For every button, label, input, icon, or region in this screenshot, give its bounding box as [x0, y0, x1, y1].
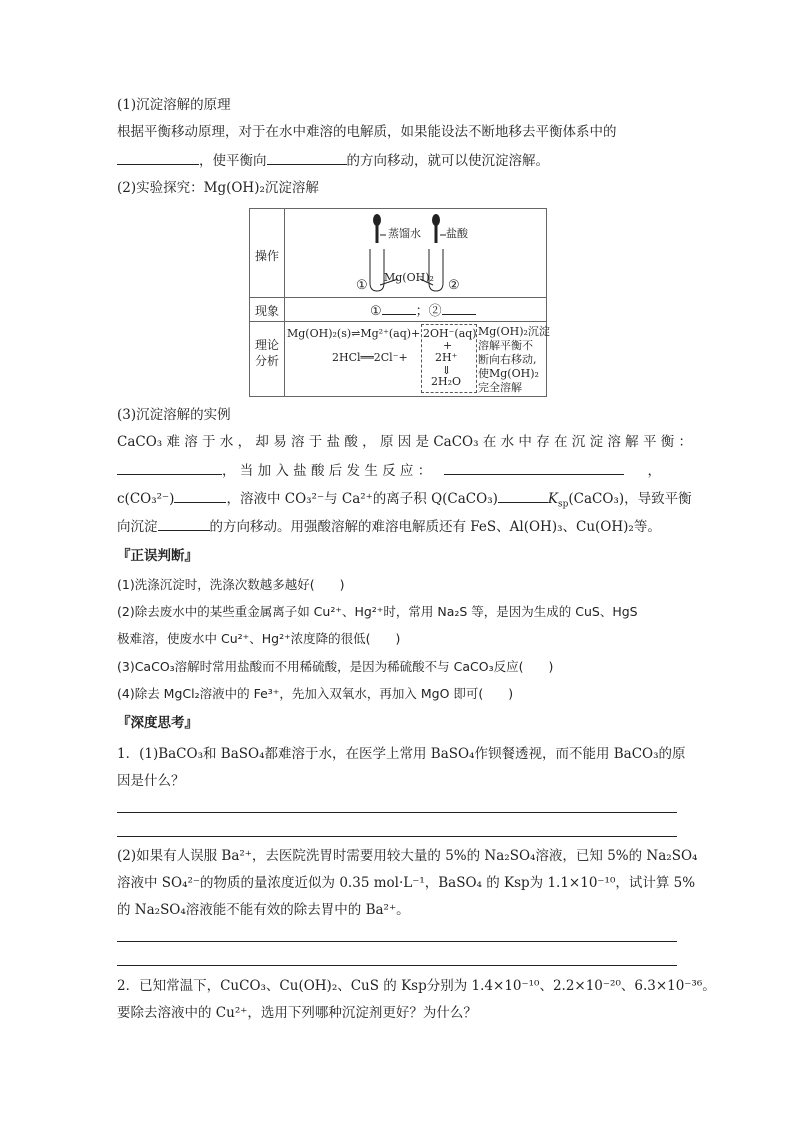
answer-blank[interactable]: [444, 460, 624, 475]
theory-note: Mg(OH)₂沉淀 溶解平衡不 断向右移动, 使Mg(OH)₂ 完全溶解: [478, 325, 550, 394]
water-product: 2H₂O: [431, 375, 462, 388]
think-heading: 『深度思考』: [117, 715, 198, 731]
phenomenon-answers: ① ；②: [370, 303, 476, 319]
answer-blank[interactable]: [117, 150, 199, 165]
plus-sign: +: [443, 339, 453, 352]
answer-blank[interactable]: [498, 488, 548, 503]
answer-blank[interactable]: [442, 303, 476, 315]
judge-item: (4)除去 MgCl₂溶液中的 Fe³⁺，先加入双氧水，再加入 MgO 即可( ): [117, 686, 514, 701]
judge-item: (3)CaCO₃溶解时常用盐酸而不用稀硫酸，是因为稀硫酸不与 CaCO₃反应( ): [117, 659, 554, 674]
answer-blank[interactable]: [382, 303, 416, 315]
answer-blank[interactable]: [174, 488, 226, 503]
down-arrow-icon: ⇓: [442, 364, 452, 377]
question-1-part2-end: 的 Na₂SO₄溶液能不能有效的除去胃中的 Ba²⁺。: [117, 902, 410, 918]
question-1-text: 1．(1)BaCO₃和 BaSO₄都难溶于水，在医学上常用 BaSO₄作钡餐透视，而不能用 BaCO₃的原: [117, 746, 686, 762]
section-3-text: CaCO₃ 难 溶 于 水 ， 却 易 溶 于 盐 酸 ， 原 因 是 CaCO₃ 在 水 中 存 在 沉 淀 溶 解 平 衡 ：: [117, 434, 693, 450]
judge-item: (1)洗涤沉淀时，洗涤次数越多越好( ): [117, 577, 345, 592]
question-1-text-cont: 因是什么？: [117, 773, 185, 789]
proton-label: 2H⁺: [435, 351, 458, 364]
section-3-line4: 向沉淀 的方向移动。用强酸溶解的难溶电解质还有 FeS、Al(OH)₃、Cu(OH)₂等。: [117, 516, 661, 537]
section-3-line3: c(CO₃²⁻) ，溶液中 CO₃²⁻与 Ca²⁺的离子积 Q(CaCO₃) $K_{sp}(CaCO_3)$，导致平衡: [117, 488, 692, 509]
section-3-title: (3)沉淀溶解的实例: [117, 407, 231, 423]
section-2-title: (2)实验探究：Mg(OH)₂沉淀溶解: [117, 180, 319, 196]
answer-line[interactable]: [117, 812, 677, 813]
section-1-title: (1)沉淀溶解的原理: [117, 97, 231, 113]
equation-hydroxide: 2OH⁻(aq): [423, 327, 477, 340]
equation-dissolution: Mg(OH)₂(s)⇌Mg²⁺(aq)+: [287, 327, 421, 340]
answer-line[interactable]: [117, 836, 677, 837]
answer-blank[interactable]: [117, 460, 222, 475]
question-2-text-cont: 要除去溶液中的 Cu²⁺，选用下列哪种沉淀剂更好？为什么？: [117, 1005, 477, 1021]
answer-blank[interactable]: [158, 516, 210, 531]
equation-hcl: 2HCl══2Cl⁻+: [332, 351, 408, 364]
label-hydrochloric-acid: 盐酸: [446, 227, 468, 240]
question-1-part2: (2)如果有人误服 Ba²⁺，去医院洗胃时需要用较大量的 5%的 Na₂SO₄溶液，已知 5%的 Na₂SO₄: [117, 848, 698, 864]
tube-2-label: ②: [448, 278, 460, 293]
answer-line[interactable]: [117, 965, 677, 966]
question-1-part2-cont: 溶液中 SO₄²⁻的物质的量浓度近似为 0.35 mol·L⁻¹，BaSO₄ 的 Ksp为 1.1×10⁻¹⁰，试计算 5%: [117, 875, 696, 891]
label-distilled-water: 蒸馏水: [388, 227, 421, 240]
judge-item: (2)除去废水中的某些重金属离子如 Cu²⁺、Hg²⁺时，常用 Na₂S 等，是因为生成的 CuS、HgS: [117, 604, 638, 619]
experiment-table: [249, 208, 550, 397]
judge-item: 极难溶，使废水中 Cu²⁺、Hg²⁺浓度降的很低( ): [117, 631, 401, 646]
section-1-text: 根据平衡移动原理，对于在水中难溶的电解质，如果能设法不断地移去平衡体系中的: [117, 124, 617, 140]
tube-1-label: ①: [356, 278, 368, 293]
judge-heading: 『正误判断』: [117, 548, 198, 564]
section-1-line2: ，使平衡向 的方向移动，就可以使沉淀溶解。: [117, 150, 549, 171]
answer-blank[interactable]: [267, 150, 347, 165]
row-label-operation: 操作: [254, 249, 279, 263]
answer-line[interactable]: [117, 941, 677, 942]
label-mg-oh2: Mg(OH)₂: [384, 271, 434, 284]
row-label-phenomenon: 现象: [254, 304, 279, 318]
row-label-theory: 理论分析: [254, 338, 279, 368]
question-2-text: 2．已知常温下，CuCO₃、Cu(OH)₂、CuS 的 Ksp分别为 1.4×10⁻¹⁰、2.2×10⁻²⁰、6.3×10⁻³⁶。: [117, 978, 716, 994]
section-3-line2: ， 当 加 入 盐 酸 后 发 生 反 应 ： ，: [117, 460, 661, 481]
